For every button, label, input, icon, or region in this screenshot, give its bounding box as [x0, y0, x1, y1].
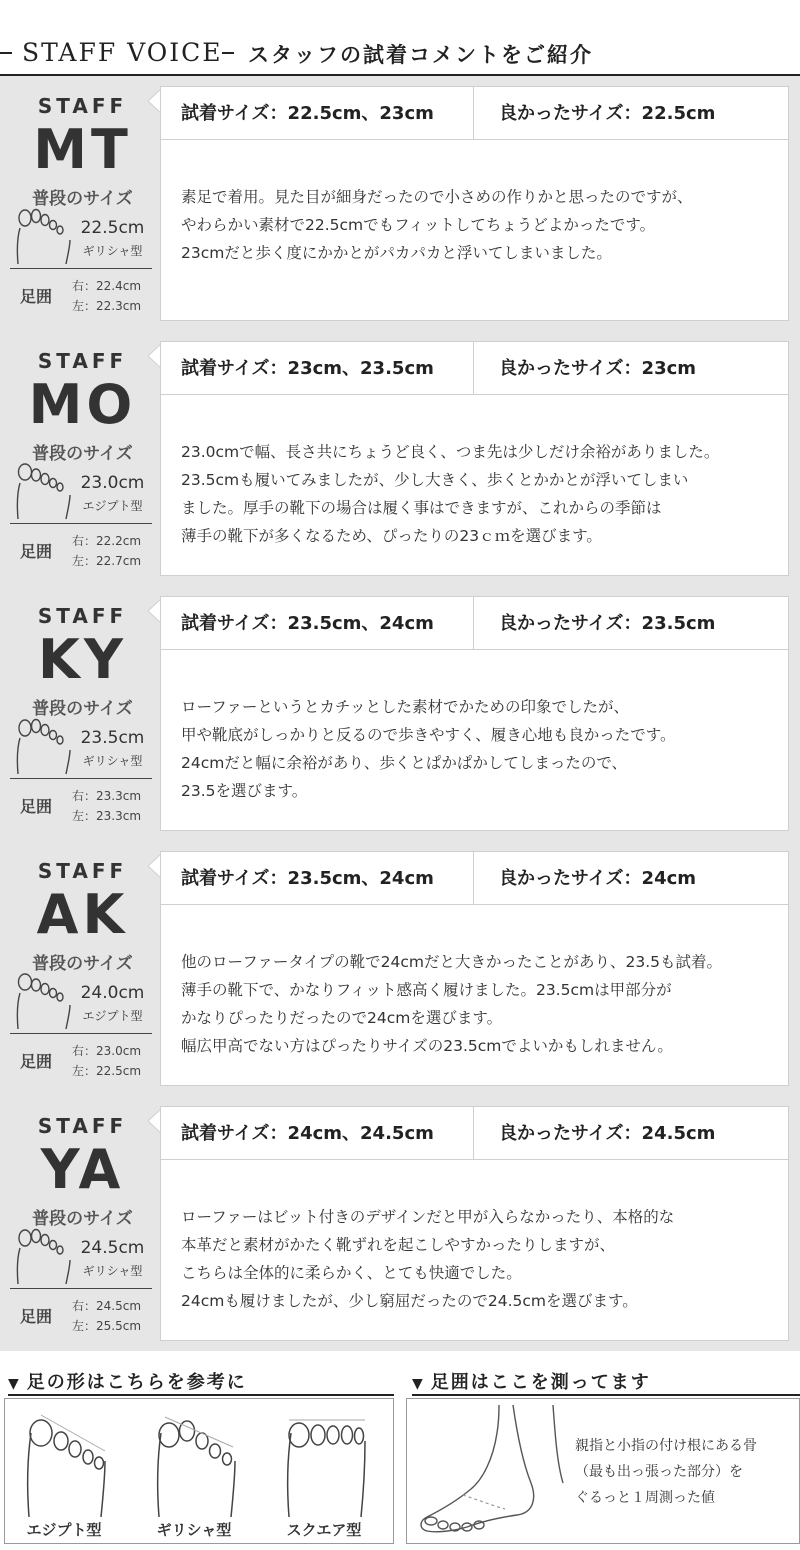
greek-foot-icon — [14, 716, 74, 776]
toe-shape — [57, 736, 63, 744]
foot-shape-label: エジプト型 — [26, 1521, 102, 1539]
staff-card-mo — [0, 331, 800, 586]
good-size: 良かったサイズ：23.5cm — [499, 613, 716, 634]
toe-shape — [41, 474, 49, 485]
staff-label: STAFF — [37, 859, 128, 883]
toe-shape — [19, 720, 31, 736]
foot-shapes-title: 足の形はこちらを参考に — [26, 1372, 247, 1393]
toe-shape — [32, 979, 41, 991]
sizes-row — [161, 1107, 788, 1160]
measure-header — [412, 1368, 800, 1396]
usual-size-value: 23.0cm — [80, 473, 145, 493]
staff-initials: AK — [36, 883, 129, 946]
foot-shape-label: スクエア型 — [286, 1521, 362, 1539]
staff-initials: YA — [40, 1138, 125, 1201]
toe-shape — [19, 464, 32, 480]
divider — [10, 1288, 152, 1289]
staff-comment: ローファーはビット付きのデザインだと甲が入らなかったり、本格的な 本革だと素材がかたく靴ずれを起こしやすかったりしますが、 こちらは全体的に柔らかく、とても快適でした。 24cmも履けましたが、少し窮屈だったので24.5cmを選びます。 — [181, 1208, 675, 1310]
toe-shape — [41, 984, 49, 995]
measure-title: 足囲はここを測ってます — [430, 1372, 651, 1393]
toe-shape — [57, 483, 63, 491]
staff-card-ak — [0, 841, 800, 1096]
foot-side-icon — [413, 1403, 573, 1541]
staff-comment: 素足で着用。見た目が細身だったので小さめの作りかと思ったのですが、 やわらかい素材で22.5cmでもフィットしてちょうどよかったです。 23cmだと歩く度にかかとがパカパカと浮いてしまいました。 — [181, 188, 693, 262]
square-foot-icon — [279, 1411, 369, 1521]
girth-right: 右：23.3cm — [72, 789, 142, 803]
usual-size-value: 23.5cm — [80, 728, 145, 748]
toe-shape — [19, 210, 31, 226]
sizes-row — [161, 597, 788, 650]
tried-size: 試着サイズ：23cm、23.5cm — [161, 342, 474, 395]
foot-type: ギリシャ型 — [82, 1264, 143, 1278]
comment-panel — [160, 851, 789, 1086]
toe-shape — [57, 226, 63, 234]
toe-shape — [32, 210, 41, 223]
toe-shape — [41, 1235, 49, 1246]
girth-right: 右：22.4cm — [72, 279, 142, 293]
toe-shape — [50, 989, 57, 998]
good-size: 良かったサイズ：24.5cm — [499, 1123, 716, 1144]
title-dash-left — [0, 52, 12, 54]
foot-type: エジプト型 — [82, 499, 143, 513]
divider — [10, 523, 152, 524]
tried-size: 試着サイズ：23.5cm、24cm — [161, 852, 474, 905]
foot-shape-egyptian — [9, 1407, 119, 1543]
comment-panel — [160, 1106, 789, 1341]
girth-left: 左：22.5cm — [72, 1064, 142, 1078]
usual-size-label: 普段のサイズ — [32, 954, 133, 974]
greek-foot-icon — [14, 206, 74, 266]
toe-shape — [57, 1246, 63, 1254]
staff-card-mt — [0, 76, 800, 331]
tried-size: 試着サイズ：22.5cm、23cm — [161, 87, 474, 140]
usual-size-value: 24.5cm — [80, 1238, 145, 1258]
staff-profile — [0, 586, 160, 841]
foot-type: ギリシャ型 — [82, 754, 143, 768]
staff-profile — [0, 1096, 160, 1351]
girth-label: 足囲 — [20, 1307, 53, 1326]
toe-shape — [41, 725, 49, 736]
girth-label: 足囲 — [20, 542, 53, 561]
staff-label: STAFF — [37, 604, 128, 628]
foot-shape-label: ギリシャ型 — [156, 1521, 232, 1539]
triangle-down-icon: ▼ — [8, 1376, 21, 1392]
toe-shape — [50, 221, 57, 230]
sizes-row — [161, 852, 788, 905]
measure-box — [406, 1398, 800, 1544]
page-title: STAFF VOICE — [22, 38, 223, 67]
page-subtitle: スタッフの試着コメントをご紹介 — [248, 43, 593, 67]
sizes-row — [161, 342, 788, 395]
toe-shape — [50, 479, 57, 488]
staff-label: STAFF — [37, 1114, 128, 1138]
girth-right: 右：23.0cm — [72, 1044, 142, 1058]
usual-size-label: 普段のサイズ — [32, 699, 133, 719]
girth-left: 左：22.3cm — [72, 299, 142, 313]
usual-size-label: 普段のサイズ — [32, 189, 133, 209]
staff-profile — [0, 331, 160, 586]
toe-shape — [32, 1230, 41, 1243]
divider — [10, 268, 152, 269]
staff-initials: MT — [33, 118, 132, 181]
staff-comment: 23.0cmで幅、長さ共にちょうど良く、つま先は少しだけ余裕がありました。 23.5cmも履いてみましたが、少し大きく、歩くとかかとが浮いてしまい ました。厚手の靴下の場合は履く事はできますが、これからの季節は 薄手の靴下が多くなるため、ぴったりの23ｃｍを選びます。 — [181, 443, 720, 545]
comment-panel — [160, 596, 789, 831]
comment-panel — [160, 86, 789, 321]
triangle-down-icon: ▼ — [412, 1376, 425, 1392]
usual-size-label: 普段のサイズ — [32, 444, 133, 464]
good-size: 良かったサイズ：23cm — [499, 358, 697, 379]
toe-shape — [50, 731, 57, 740]
good-size: 良かったサイズ：24cm — [499, 868, 697, 889]
divider — [10, 1033, 152, 1034]
usual-size-label: 普段のサイズ — [32, 1209, 133, 1229]
girth-label: 足囲 — [20, 797, 53, 816]
staff-initials: MO — [28, 373, 137, 436]
staff-comment: 他のローファータイプの靴で24cmだと大きかったことがあり、23.5も試着。 薄手の靴下で、かなりフィット感高く履けました。23.5cmは甲部分が かなりぴったりだったので24cmを選びます。 幅広甲高でない方はぴったりサイズの23.5cmでよいかもしれません。 — [181, 953, 722, 1055]
egyptian-foot-icon — [19, 1411, 109, 1521]
girth-label: 足囲 — [20, 287, 53, 306]
girth-right: 右：24.5cm — [72, 1299, 142, 1313]
toe-shape — [32, 720, 41, 733]
girth-left: 左：22.7cm — [72, 554, 142, 568]
tried-size: 試着サイズ：23.5cm、24cm — [161, 597, 474, 650]
toe-shape — [41, 215, 49, 226]
girth-left: 左：23.3cm — [72, 809, 142, 823]
staff-list — [0, 76, 800, 1351]
divider — [10, 778, 152, 779]
staff-card-ky — [0, 586, 800, 841]
foot-type: エジプト型 — [82, 1009, 143, 1023]
foot-shape-square — [269, 1407, 379, 1543]
staff-initials: KY — [38, 628, 127, 691]
title-dash-right — [222, 52, 234, 54]
staff-comment: ローファーというとカチッとした素材でかための印象でしたが、 甲や靴底がしっかりと反るので歩きやすく、履き心地も良かったです。 24cmだと幅に余裕があり、歩くとぱかぱかしてしまったので、 23.5を選びます。 — [181, 698, 676, 800]
girth-right: 右：22.2cm — [72, 534, 142, 548]
toe-shape — [19, 974, 32, 990]
toe-shape — [50, 1241, 57, 1250]
toe-shape — [57, 993, 63, 1001]
foot-shape-greek — [139, 1407, 249, 1543]
staff-card-ya — [0, 1096, 800, 1351]
foot-type: ギリシャ型 — [82, 244, 143, 258]
page-header — [0, 34, 800, 76]
toe-shape — [32, 469, 41, 481]
comment-panel — [160, 341, 789, 576]
usual-size-value: 24.0cm — [80, 983, 145, 1003]
girth-label: 足囲 — [20, 1052, 53, 1071]
staff-profile — [0, 841, 160, 1096]
foot-shapes-header — [8, 1368, 394, 1396]
egyptian-foot-icon — [14, 461, 74, 521]
foot-shapes-box — [4, 1398, 394, 1544]
staff-label: STAFF — [37, 349, 128, 373]
measure-description: 親指と小指の付け根にある骨 （最も出っ張った部分）を ぐるっと１周測った値 — [575, 1438, 757, 1506]
greek-foot-icon — [14, 1226, 74, 1286]
egyptian-foot-icon — [14, 971, 74, 1031]
girth-left: 左：25.5cm — [72, 1319, 142, 1333]
sizes-row — [161, 87, 788, 140]
staff-label: STAFF — [37, 94, 128, 118]
tried-size: 試着サイズ：24cm、24.5cm — [161, 1107, 474, 1160]
good-size: 良かったサイズ：22.5cm — [499, 103, 716, 124]
usual-size-value: 22.5cm — [80, 218, 145, 238]
staff-profile — [0, 76, 160, 331]
greek-foot-icon — [149, 1411, 239, 1521]
toe-shape — [19, 1230, 31, 1246]
